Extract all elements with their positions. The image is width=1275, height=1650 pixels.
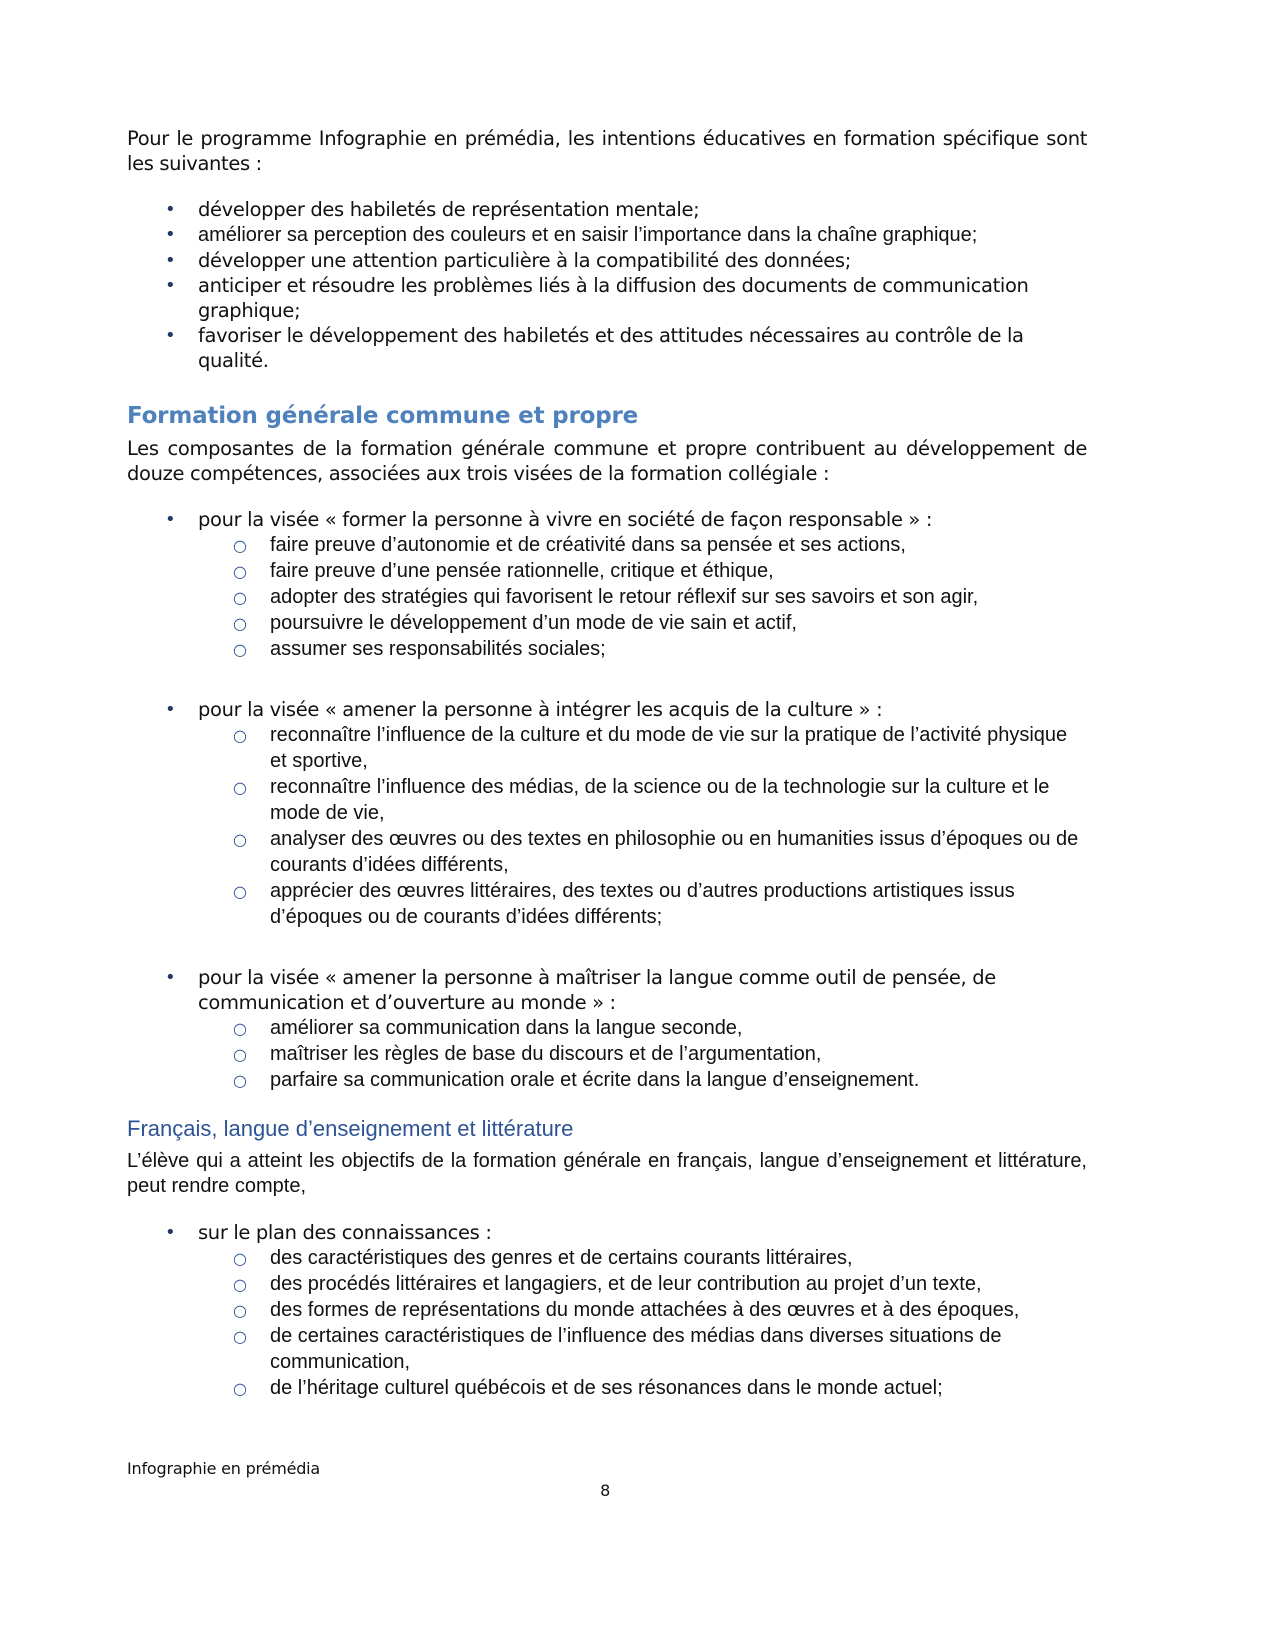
sub-list-item (127, 1323, 1087, 1375)
list-item (127, 222, 1087, 248)
bullet-icon: ○ (233, 640, 247, 659)
list-item-text: favoriser le développement des habiletés et des attitudes nécessaires au contrôle de la qualité. (198, 324, 1024, 372)
bullet-icon: • (165, 509, 176, 530)
bullet-group (127, 965, 1087, 1093)
bullet-icon: ○ (233, 778, 247, 797)
footer-title: Infographie en prémédia (127, 1459, 321, 1478)
list-item-text: anticiper et résoudre les problèmes liés à la diffusion des documents de communication graphique; (198, 274, 1029, 322)
list-item-text: faire preuve d’une pensée rationnelle, critique et éthique, (270, 560, 774, 582)
document-page (127, 126, 1087, 1401)
list-item-text: des formes de représentations du monde attachées à des œuvres et à des époques, (270, 1299, 1020, 1321)
group-item (127, 507, 1087, 662)
bullet-group (127, 697, 1087, 930)
sub-list-item (127, 878, 1087, 930)
bullet-icon: ○ (233, 1071, 247, 1090)
group-item (127, 697, 1087, 930)
bullet-icon: • (165, 250, 176, 271)
bullet-group (127, 507, 1087, 662)
list-item (127, 248, 1087, 273)
list-item-text: des procédés littéraires et langagiers, et de leur contribution au projet d’un texte, (270, 1273, 982, 1295)
bullet-icon: ○ (233, 536, 247, 555)
list-item-text: apprécier des œuvres littéraires, des textes ou d’autres productions artistiques issus d’époques ou de courants d’idées différents; (270, 880, 1015, 928)
subsection-groups (127, 1220, 1087, 1401)
bullet-icon: • (165, 224, 176, 245)
list-item-text: améliorer sa perception des couleurs et en saisir l’importance dans la chaîne graphique; (198, 224, 978, 246)
intro-paragraph: Pour le programme Infographie en prémédia, les intentions éducatives en formation spécifique sont les suivantes : (127, 127, 1087, 175)
subsection-heading: Français, langue d’enseignement et littérature (127, 1116, 574, 1141)
sub-list-item (127, 1041, 1087, 1067)
section-heading: Formation générale commune et propre (127, 403, 638, 429)
section-groups (127, 507, 1087, 1093)
sub-list (198, 1245, 1087, 1401)
sub-list-item (127, 1375, 1087, 1401)
bullet-icon: ○ (233, 1019, 247, 1038)
list-item-text: développer une attention particulière à la compatibilité des données; (198, 249, 851, 272)
bullet-icon: ○ (233, 1249, 247, 1268)
bullet-icon: • (165, 199, 176, 220)
bullet-icon: ○ (233, 562, 247, 581)
sub-list (198, 1015, 1087, 1093)
list-item-text: poursuivre le développement d’un mode de vie sain et actif, (270, 612, 797, 634)
list-item-text: parfaire sa communication orale et écrite dans la langue d’enseignement. (270, 1069, 920, 1091)
group-item (127, 965, 1087, 1093)
subsection-paragraph: L’élève qui a atteint les objectifs de la formation générale en français, langue d’enseignement et littérature, peut rendre compte, (127, 1150, 1087, 1197)
bullet-icon: ○ (233, 1379, 247, 1398)
list-item-text: adopter des stratégies qui favorisent le retour réflexif sur ses savoirs et son agir, (270, 586, 979, 608)
list-item-text: faire preuve d’autonomie et de créativité dans sa pensée et ses actions, (270, 534, 906, 556)
section-paragraph: Les composantes de la formation générale commune et propre contribuent au développement de douze compétences, associées aux trois visées de la formation collégiale : (127, 437, 1087, 485)
bullet-group (127, 1220, 1087, 1401)
sub-list-item (127, 532, 1087, 558)
group-item (127, 1220, 1087, 1401)
sub-list-item (127, 1067, 1087, 1093)
sub-list (198, 722, 1087, 930)
sub-list-item (127, 610, 1087, 636)
list-item-text: sur le plan des connaissances : (198, 1221, 492, 1244)
bullet-icon: ○ (233, 1327, 247, 1346)
sub-list-item (127, 1245, 1087, 1271)
list-item-text: des caractéristiques des genres et de certains courants littéraires, (270, 1247, 853, 1269)
sub-list-item (127, 774, 1087, 826)
list-item-text: reconnaître l’influence de la culture et du mode de vie sur la pratique de l’activité physique et sportive, (270, 724, 1068, 772)
list-item-text: reconnaître l’influence des médias, de la science ou de la technologie sur la culture et le mode de vie, (270, 776, 1050, 824)
bullet-icon: • (165, 325, 176, 346)
sub-list-item (127, 558, 1087, 584)
bullet-icon: ○ (233, 1045, 247, 1064)
list-item-text: pour la visée « former la personne à vivre en société de façon responsable » : (198, 508, 933, 531)
list-item-text: maîtriser les règles de base du discours et de l’argumentation, (270, 1043, 822, 1065)
list-item (127, 273, 1087, 323)
bullet-icon: ○ (233, 588, 247, 607)
bullet-icon: • (165, 967, 176, 988)
bullet-icon: ○ (233, 882, 247, 901)
bullet-icon: ○ (233, 614, 247, 633)
intro-list (127, 197, 1087, 373)
sub-list-item (127, 1297, 1087, 1323)
sub-list-item (127, 636, 1087, 662)
list-item-text: assumer ses responsabilités sociales; (270, 638, 606, 660)
sub-list-item (127, 826, 1087, 878)
list-item-text: de certaines caractéristiques de l’influence des médias dans diverses situations de communication, (270, 1325, 1002, 1373)
sub-list-item (127, 1271, 1087, 1297)
bullet-icon: ○ (233, 830, 247, 849)
list-item-text: de l’héritage culturel québécois et de ses résonances dans le monde actuel; (270, 1377, 943, 1399)
sub-list-item (127, 722, 1087, 774)
list-item (127, 197, 1087, 222)
sub-list-item (127, 584, 1087, 610)
list-item-text: développer des habiletés de représentation mentale; (198, 198, 700, 221)
list-item-text: pour la visée « amener la personne à intégrer les acquis de la culture » : (198, 698, 883, 721)
bullet-icon: • (165, 1222, 176, 1243)
bullet-icon: ○ (233, 1275, 247, 1294)
bullet-icon: • (165, 699, 176, 720)
bullet-icon: ○ (233, 726, 247, 745)
bullet-icon: ○ (233, 1301, 247, 1320)
bullet-icon: • (165, 275, 176, 296)
list-item-text: analyser des œuvres ou des textes en philosophie ou en humanities issus d’époques ou de courants d’idées différents, (270, 828, 1079, 876)
sub-list (198, 532, 1087, 662)
list-item-text: pour la visée « amener la personne à maîtriser la langue comme outil de pensée, de communication et d’ouverture au monde » : (198, 966, 996, 1014)
page-number: 8 (600, 1481, 610, 1500)
list-item (127, 323, 1087, 373)
sub-list-item (127, 1015, 1087, 1041)
list-item-text: améliorer sa communication dans la langue seconde, (270, 1017, 743, 1039)
